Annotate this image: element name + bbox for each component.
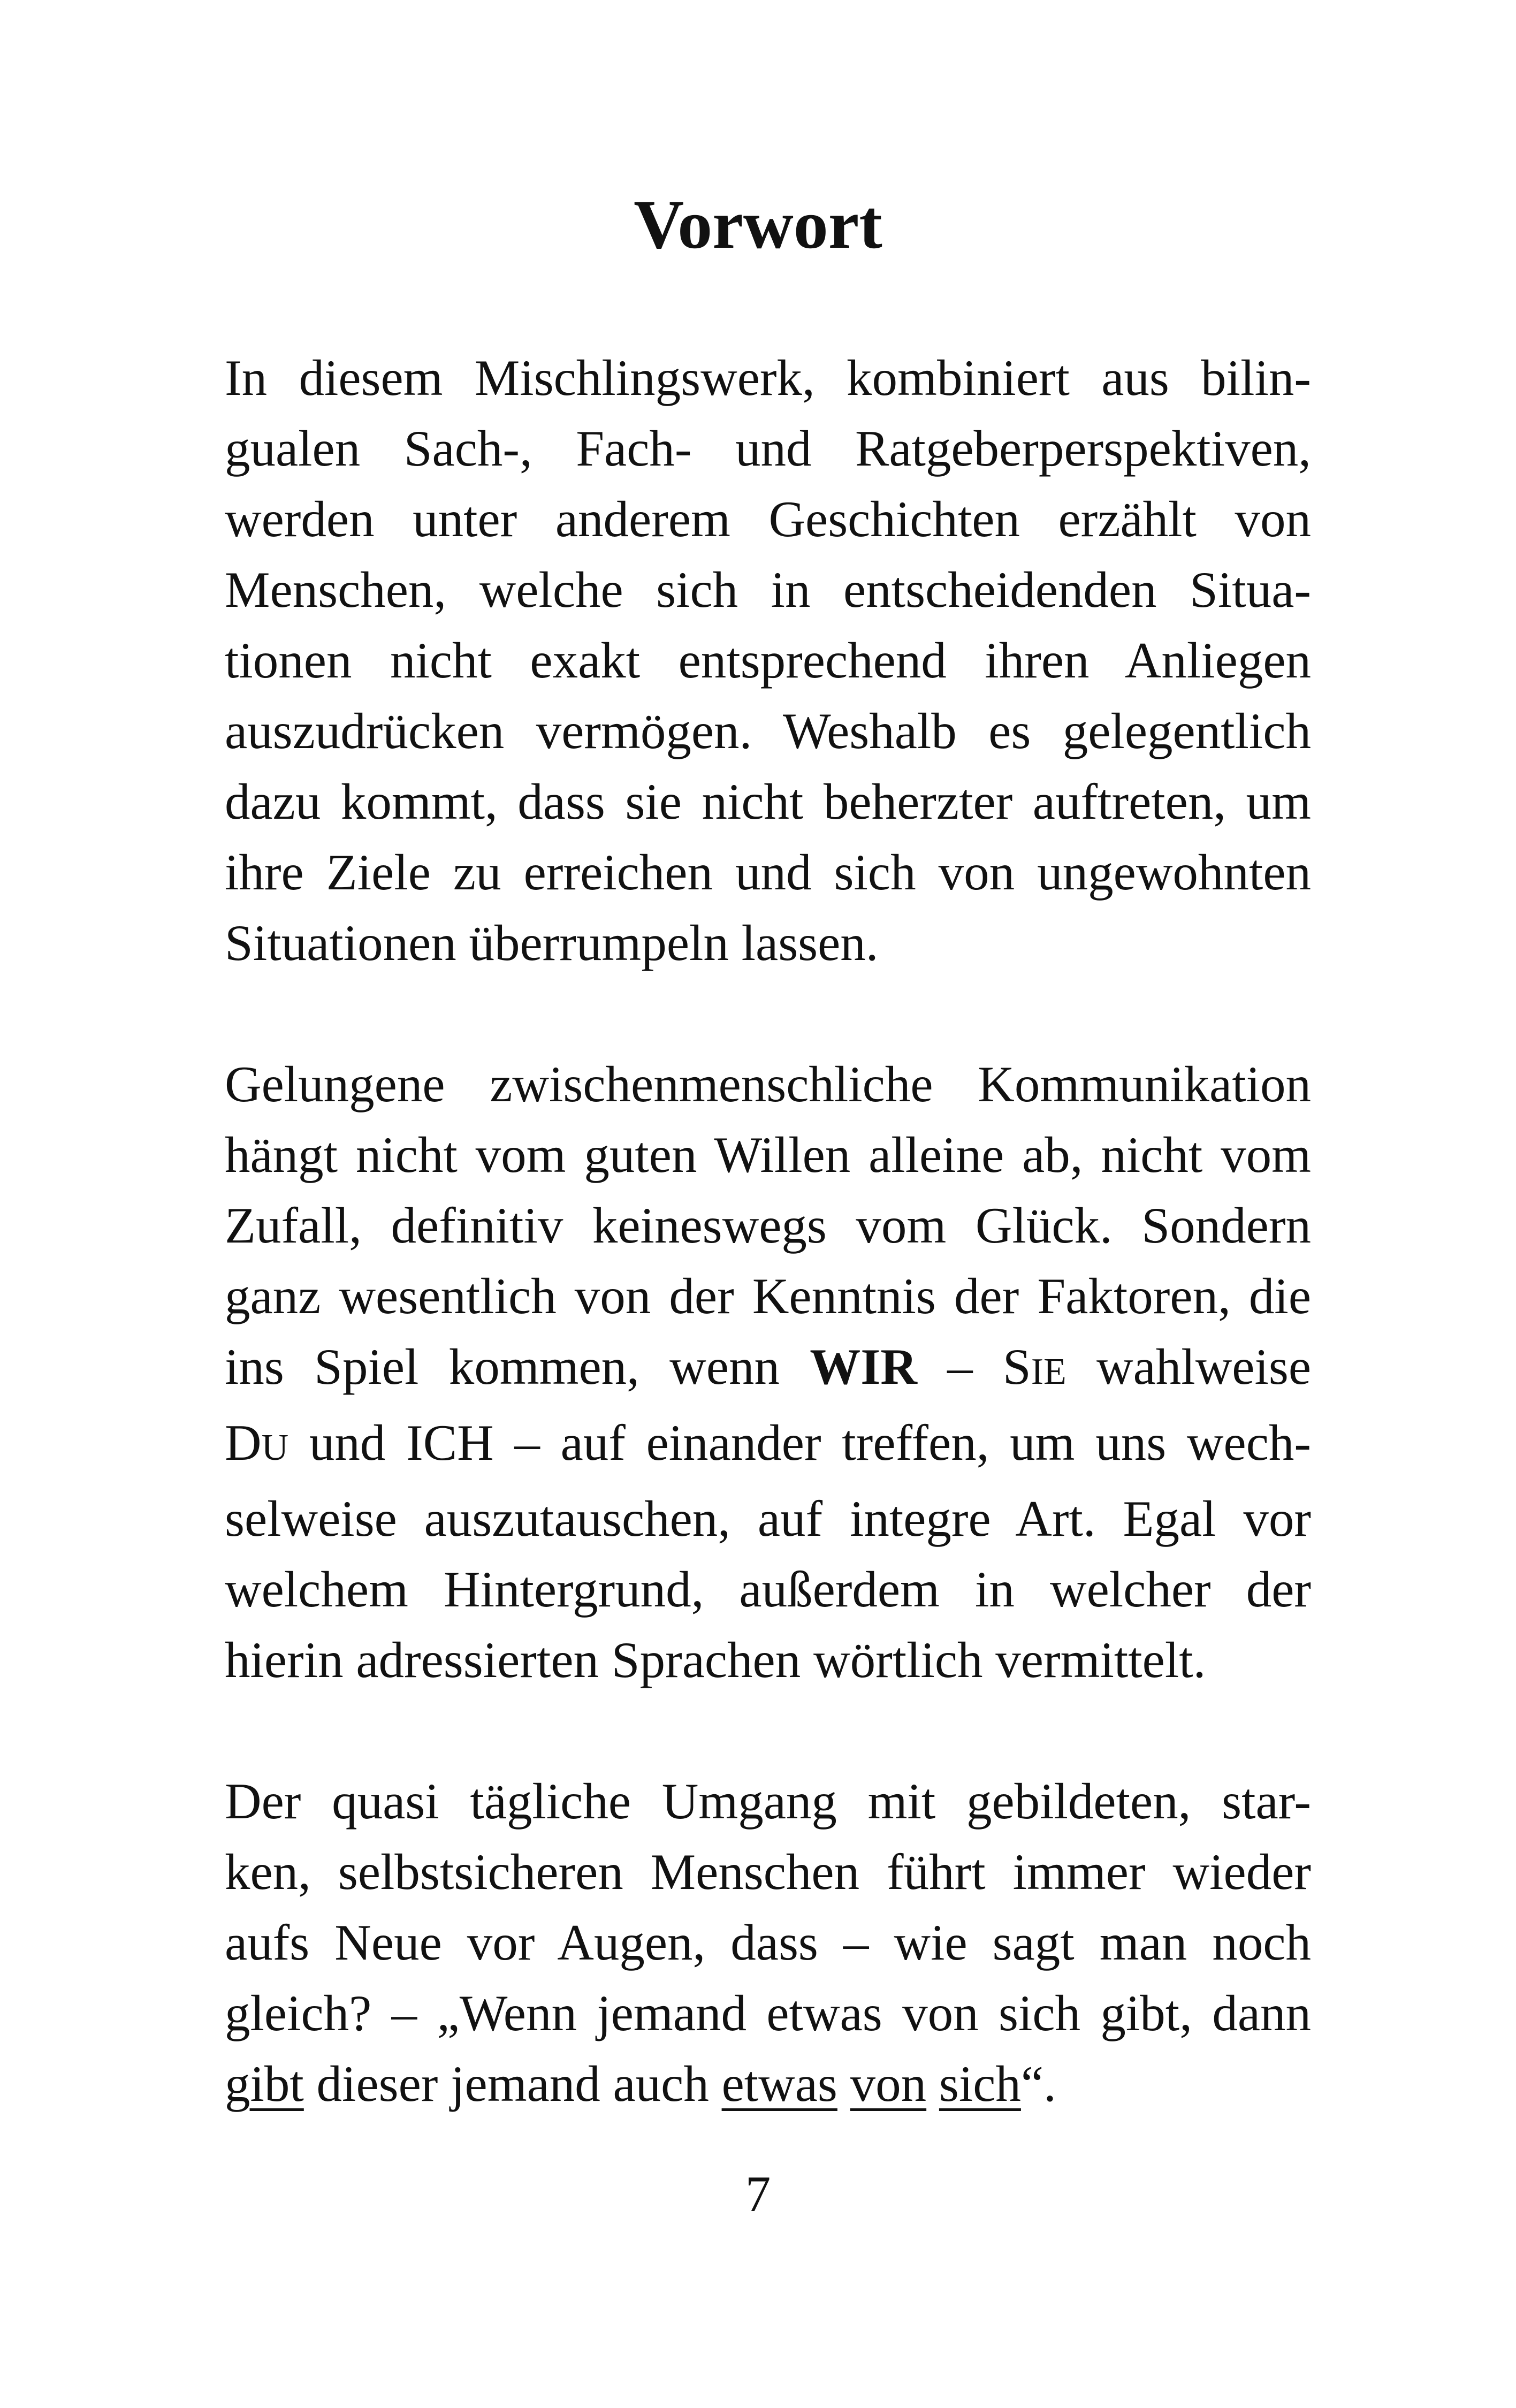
paragraph-2 (225, 1049, 1311, 1695)
line-text (926, 2055, 939, 2112)
line-text: und ICH – auf einander treffen, um uns wech- (288, 1414, 1311, 1471)
underlined-word: etwas (721, 2055, 837, 2112)
small-caps-initial: D (225, 1414, 262, 1471)
text-line: hängt nicht vom guten Willen alleine ab, nicht vom (225, 1126, 1311, 1183)
text-line: werden unter anderem Geschichten erzählt von (225, 491, 1311, 547)
text-line: ken, selbstsicheren Menschen führt immer wieder (225, 1843, 1311, 1900)
text-line: gualen Sach-, Fach- und Ratgeberperspektiven, (225, 420, 1311, 477)
paragraph-3 (225, 1766, 1311, 2119)
text-line: ihre Ziele zu erreichen und sich von ungewohnten (225, 844, 1311, 901)
text-line: ganz wesentlich von der Kenntnis der Faktoren, die (225, 1268, 1311, 1324)
line-text: dieser jemand auch (303, 2055, 722, 2112)
text-line: hierin adressierten Sprachen wörtlich vermittelt. (225, 1632, 1206, 1688)
text-line: auszudrücken vermögen. Weshalb es gelegentlich (225, 703, 1311, 759)
text-line-underlined (225, 2048, 1311, 2119)
line-text: wahlweise (1066, 1338, 1312, 1395)
underlined-word: von (850, 2055, 927, 2112)
bold-word: WIR (810, 1338, 917, 1395)
small-caps-rest: IE (1031, 1351, 1066, 1392)
text-line: Menschen, welche sich in entscheidenden Situa- (225, 561, 1311, 618)
line-text: “. (1020, 2055, 1056, 2112)
chapter-title: Vorwort (634, 186, 882, 263)
body-text (225, 342, 1311, 2190)
text-line: Zufall, definitiv keineswegs vom Glück. Sondern (225, 1197, 1311, 1254)
text-line: selweise auszutauschen, auf integre Art. Egal vor (225, 1490, 1311, 1547)
text-line: dazu kommt, dass sie nicht beherzter auftreten, um (225, 773, 1311, 830)
text-line: Der quasi tägliche Umgang mit gebildeten, star- (225, 1773, 1311, 1830)
text-line: welchem Hintergrund, außerdem in welcher der (225, 1561, 1311, 1618)
text-line: tionen nicht exakt entsprechend ihren Anliegen (225, 632, 1311, 689)
underlined-word: gibt (225, 2055, 304, 2112)
text-line-emphasis (225, 1331, 1311, 1407)
text-line: In diesem Mischlingswerk, kombiniert aus bilin- (225, 349, 1311, 406)
paragraph-1 (225, 342, 1311, 978)
text-line: Gelungene zwischenmenschliche Kommunikation (225, 1056, 1311, 1112)
text-line: gleich? – „Wenn jemand etwas von sich gibt, dann (225, 1985, 1311, 2041)
underlined-word: sich (939, 2055, 1021, 2112)
small-caps-initial: S (1002, 1338, 1031, 1395)
line-text (837, 2055, 850, 2112)
text-line: Situationen überrumpeln lassen. (225, 915, 879, 971)
text-line-emphasis (225, 1407, 1311, 1483)
line-text: ins Spiel kommen, wenn (225, 1338, 810, 1395)
text-line: aufs Neue vor Augen, dass – wie sagt man noch (225, 1914, 1311, 1971)
page-number: 7 (745, 2166, 771, 2222)
line-text: – (917, 1338, 1003, 1395)
small-caps-rest: U (261, 1427, 289, 1468)
